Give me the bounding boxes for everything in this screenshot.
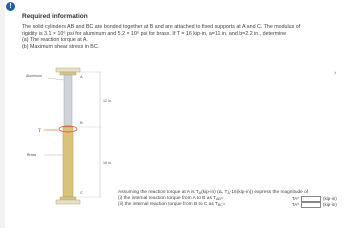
answer-prefix-i: TA* [291,196,299,201]
brass-shaft [63,127,73,197]
bottom-flange [60,197,76,200]
label-T: T [38,129,42,134]
question-item-ii [118,202,343,208]
subscript-a2: A [227,191,230,195]
chevron-icon[interactable]: › [334,70,337,77]
item-i-text: (i) the internal reaction torque from A to B as T [118,196,217,201]
label-brass: Brass [27,153,37,157]
intro-tail: (kip-in) (Δ, T [201,190,228,195]
problem-line: The solid cylinders AB and BC are bonded together at B and are attached to fixed supports at A and C. The modulus of [22,24,301,30]
problem-line: rigidity is 3.1 × 10⁶ psi for aluminum and 5.2 × 10⁶ psi for brass. If T = 16 kip-in, a=11 in. and b=2.2 in., determine [22,30,287,37]
subscript-a: A [198,191,202,195]
dim-label-bottom: 18 in. [103,161,112,165]
unit-i: (kip-in) [323,196,337,201]
intro-text: Assuming the reaction torque at A is T [118,190,199,195]
problem-statement [22,24,340,50]
top-support [56,68,80,72]
item-ii-text: (ii) the internal reaction torque from B to C as T [118,202,218,207]
unit-ii: (kip-in) [323,202,337,207]
item-ii-sub: BC [217,203,223,207]
section-title: Required information [22,13,88,20]
alert-icon: ! [6,2,15,11]
dim-label-top: 12 in. [103,99,112,103]
bottom-support [56,200,80,204]
item-ii-eq: = [222,202,226,207]
aluminum-shaft [64,75,72,127]
aluminum-leader [48,78,64,80]
item-i-sub: AB [216,197,221,201]
problem-line: (a) The reaction torque at A. [22,37,88,44]
label-aluminum: Aluminum [26,74,42,78]
left-gutter [0,0,5,228]
label-C: C [80,190,83,195]
label-A: A [80,74,83,79]
item-i-eq: = [220,196,224,201]
question-block [118,190,343,208]
top-flange [60,72,76,75]
intro-end: -16(kip-in)) express the magnitude of [229,190,309,195]
problem-line: (b) Maximum shear stress in BC. [22,43,100,50]
answer-input-tbc[interactable] [301,202,321,209]
label-B: B [80,120,83,125]
answer-prefix-ii: TA* [291,202,299,207]
